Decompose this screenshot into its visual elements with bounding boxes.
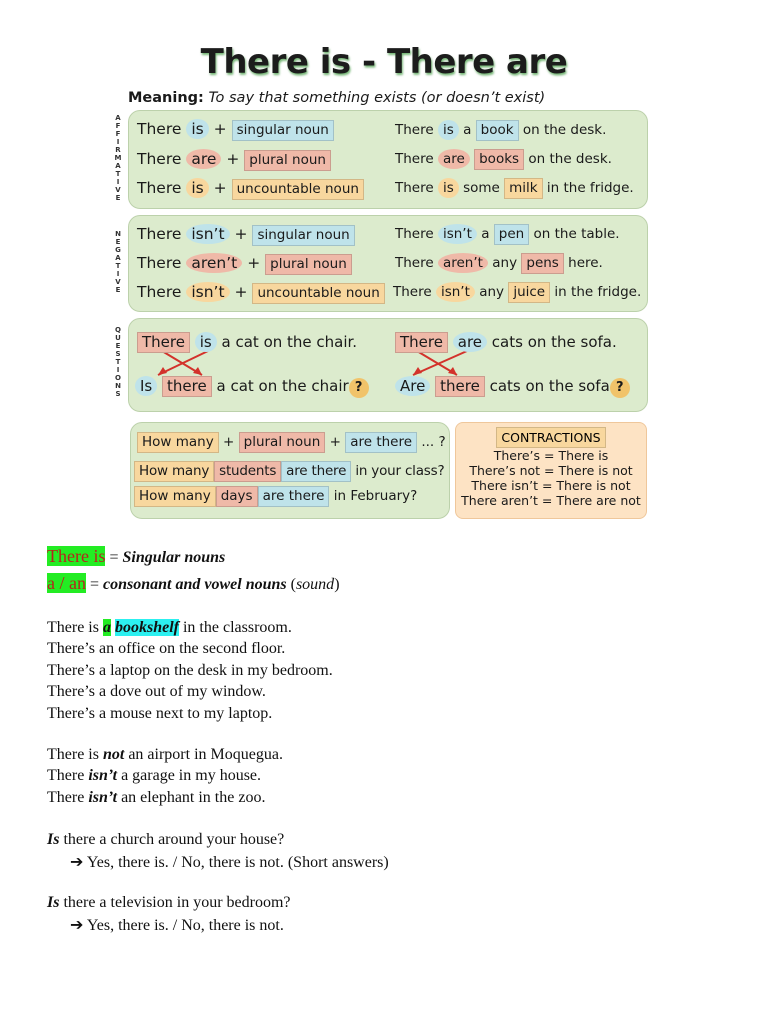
- highlight-there-is: There is: [47, 546, 106, 566]
- negative-row-1: [137, 224, 355, 246]
- text: Yes, there is. / No, there is not.: [83, 917, 284, 934]
- negation: isn’t: [88, 789, 118, 806]
- there-word: There: [395, 226, 434, 242]
- verb-oval: isn’t: [186, 224, 229, 244]
- answer-1: [70, 852, 389, 872]
- there-word: There: [395, 122, 434, 138]
- how-many-box: How many: [134, 461, 214, 482]
- plus-sign: +: [226, 150, 240, 168]
- contractions-panel: [455, 422, 647, 519]
- negative-example-3: [393, 282, 641, 303]
- contractions-title-wrap: [456, 427, 646, 448]
- article: a: [463, 122, 472, 138]
- text: a garage in my house.: [117, 767, 262, 784]
- arrow-head: [158, 367, 167, 375]
- there-box: there: [435, 376, 485, 397]
- verb-oval: is: [195, 332, 217, 352]
- noun-box: books: [474, 149, 524, 170]
- verb-oval: are: [438, 149, 470, 169]
- highlight-article: a: [102, 619, 111, 636]
- question-statement-left: [137, 332, 357, 353]
- rule-text: Singular nouns: [122, 549, 226, 566]
- noun-box: plural noun: [244, 150, 331, 171]
- rest-text: in February?: [333, 488, 418, 504]
- plus-sign: +: [247, 254, 261, 272]
- sentence-5: There’s a mouse next to my laptop.: [47, 705, 273, 722]
- noun-box: book: [476, 120, 519, 141]
- plus-sign: +: [223, 434, 235, 450]
- affirmative-row-2: [137, 149, 331, 171]
- there-word: There: [137, 150, 182, 168]
- noun-box: singular noun: [232, 120, 334, 141]
- affirmative-row-3: [137, 178, 364, 200]
- question-right: [395, 376, 630, 398]
- there-word: There: [393, 284, 432, 300]
- plus-sign: +: [213, 179, 227, 197]
- rest-text: in the fridge.: [554, 284, 642, 300]
- noun-box: singular noun: [252, 225, 354, 246]
- arrow-head: [413, 367, 422, 375]
- there-box: There: [395, 332, 448, 353]
- equals-sign: =: [105, 549, 123, 566]
- text: There is: [47, 619, 103, 636]
- there-box: there: [162, 376, 212, 397]
- sentence-1: [47, 619, 292, 637]
- plural-noun-box: plural noun: [239, 432, 326, 453]
- meaning-label: Meaning:: [128, 90, 204, 106]
- highlight-a-an: a / an: [47, 573, 86, 593]
- are-there-box: are there: [258, 486, 330, 507]
- question-sentence-2: [47, 894, 291, 912]
- verb-oval: is: [186, 119, 208, 139]
- rest-text: here.: [568, 255, 603, 271]
- negation: not: [102, 746, 125, 763]
- negative-sentence-1: [47, 746, 283, 764]
- question-sentence-1: [47, 831, 284, 849]
- rest-text: in the fridge.: [546, 180, 634, 196]
- how-many-box: How many: [137, 432, 219, 453]
- are-there-box: are there: [345, 432, 417, 453]
- there-word: There: [137, 283, 182, 301]
- negative-example-1: [395, 224, 620, 245]
- verb-oval: is: [438, 178, 459, 198]
- right-arrow-icon: ➔: [70, 852, 84, 871]
- rest-text: on the table.: [533, 226, 620, 242]
- rest-text: cats on the sofa: [489, 377, 610, 395]
- page-title: There is - There are: [200, 42, 568, 82]
- rest-text: a cat on the chair: [216, 377, 349, 395]
- question-verb: Is: [47, 831, 60, 848]
- paren: (: [286, 576, 296, 593]
- there-word: There: [137, 254, 182, 272]
- affirmative-example-1: [395, 120, 606, 141]
- contraction-line: There’s = There is: [493, 448, 609, 463]
- questions-side-label: Q U E S T I O N S: [115, 326, 121, 398]
- question-verb: Is: [47, 894, 60, 911]
- negative-row-2: [137, 253, 352, 275]
- how-many-box: How many: [134, 486, 216, 507]
- verb-oval: are: [186, 149, 221, 169]
- how-many-example-1: [134, 461, 444, 482]
- question-statement-right: [395, 332, 617, 353]
- there-word: There: [137, 120, 182, 138]
- noun-box: pens: [521, 253, 563, 274]
- negative-sentence-3: [47, 789, 265, 807]
- verb-oval: Is: [135, 376, 157, 396]
- text: an elephant in the zoo.: [117, 789, 266, 806]
- text: Yes, there is. / No, there is not. (Short answers): [83, 854, 389, 871]
- sentence-2: There’s an office on the second floor.: [47, 640, 286, 657]
- article: a: [481, 226, 490, 242]
- there-word: There: [137, 179, 182, 197]
- meaning-text: To say that something exists (or doesn’t exist): [208, 90, 546, 106]
- rest-text: in your class?: [355, 463, 445, 479]
- there-word: There: [137, 225, 182, 243]
- rule-text: consonant and vowel nouns: [103, 576, 287, 593]
- are-there-box: are there: [281, 461, 351, 482]
- text: there a television in your bedroom?: [59, 894, 291, 911]
- text: There: [47, 767, 89, 784]
- sentence-3: There’s a laptop on the desk in my bedroom.: [47, 662, 333, 679]
- noun-box: uncountable noun: [232, 179, 364, 200]
- verb-oval: isn’t: [438, 224, 477, 244]
- affirmative-example-2: [395, 149, 612, 170]
- verb-oval: Are: [395, 376, 430, 396]
- verb-oval: aren’t: [438, 253, 488, 273]
- equals-sign: =: [85, 576, 104, 593]
- right-arrow-icon: ➔: [70, 915, 84, 934]
- rule-there-is: [47, 546, 225, 567]
- rest-text: on the desk.: [522, 122, 607, 138]
- sound-word: sound: [295, 576, 335, 593]
- verb-oval: isn’t: [436, 282, 475, 302]
- negative-row-3: [137, 282, 385, 304]
- verb-oval: aren’t: [186, 253, 242, 273]
- affirmative-example-3: [395, 178, 634, 199]
- noun-box: juice: [508, 282, 550, 303]
- noun-box: pen: [494, 224, 529, 245]
- negative-sentence-2: [47, 767, 261, 785]
- verb-oval: are: [453, 332, 487, 352]
- there-word: There: [395, 255, 434, 271]
- noun-box: milk: [504, 178, 542, 199]
- sentence-4: There’s a dove out of my window.: [47, 683, 266, 700]
- plus-sign: +: [234, 225, 248, 243]
- affirmative-row-1: [137, 119, 334, 141]
- rest-text: on the desk.: [528, 151, 612, 167]
- question-left: [135, 376, 369, 398]
- ellipsis-question: ... ?: [421, 434, 446, 450]
- paren: ): [334, 576, 340, 593]
- noun-box: days: [216, 486, 258, 507]
- text: there a church around your house?: [59, 831, 285, 848]
- plus-sign: +: [329, 434, 341, 450]
- verb-oval: isn’t: [186, 282, 229, 302]
- contractions-title: CONTRACTIONS: [496, 427, 605, 448]
- noun-box: students: [214, 461, 281, 482]
- contraction-line: There aren’t = There are not: [461, 493, 641, 508]
- there-word: There: [395, 151, 434, 167]
- how-many-formula: [137, 432, 446, 453]
- there-box: There: [137, 332, 190, 353]
- contraction-line: There’s not = There is not: [469, 463, 633, 478]
- text: in the classroom.: [178, 619, 292, 636]
- rest-text: a cat on the chair.: [221, 333, 358, 351]
- verb-oval: is: [438, 120, 459, 140]
- answer-2: [70, 915, 284, 935]
- text: an airport in Moquegua.: [124, 746, 283, 763]
- negative-side-label: N E G A T I V E: [115, 230, 121, 294]
- rest-text: cats on the sofa.: [491, 333, 617, 351]
- article: any: [492, 255, 518, 271]
- affirmative-side-label: A F F I R M A T I V E: [114, 114, 122, 202]
- how-many-example-2: [134, 486, 417, 507]
- question-mark-icon: ?: [610, 378, 630, 398]
- plus-sign: +: [213, 120, 227, 138]
- noun-box: uncountable noun: [252, 283, 384, 304]
- rule-a-an: [47, 573, 340, 594]
- meaning-line: [128, 90, 545, 106]
- text: There is: [47, 746, 103, 763]
- highlight-noun: bookshelf: [114, 619, 179, 636]
- plus-sign: +: [234, 283, 248, 301]
- negative-example-2: [395, 253, 603, 274]
- text: There: [47, 789, 89, 806]
- there-word: There: [395, 180, 434, 196]
- question-mark-icon: ?: [349, 378, 369, 398]
- negation: isn’t: [88, 767, 118, 784]
- article: any: [479, 284, 505, 300]
- noun-box: plural noun: [265, 254, 352, 275]
- contraction-line: There isn’t = There is not: [471, 478, 631, 493]
- article: some: [463, 180, 500, 196]
- verb-oval: is: [186, 178, 208, 198]
